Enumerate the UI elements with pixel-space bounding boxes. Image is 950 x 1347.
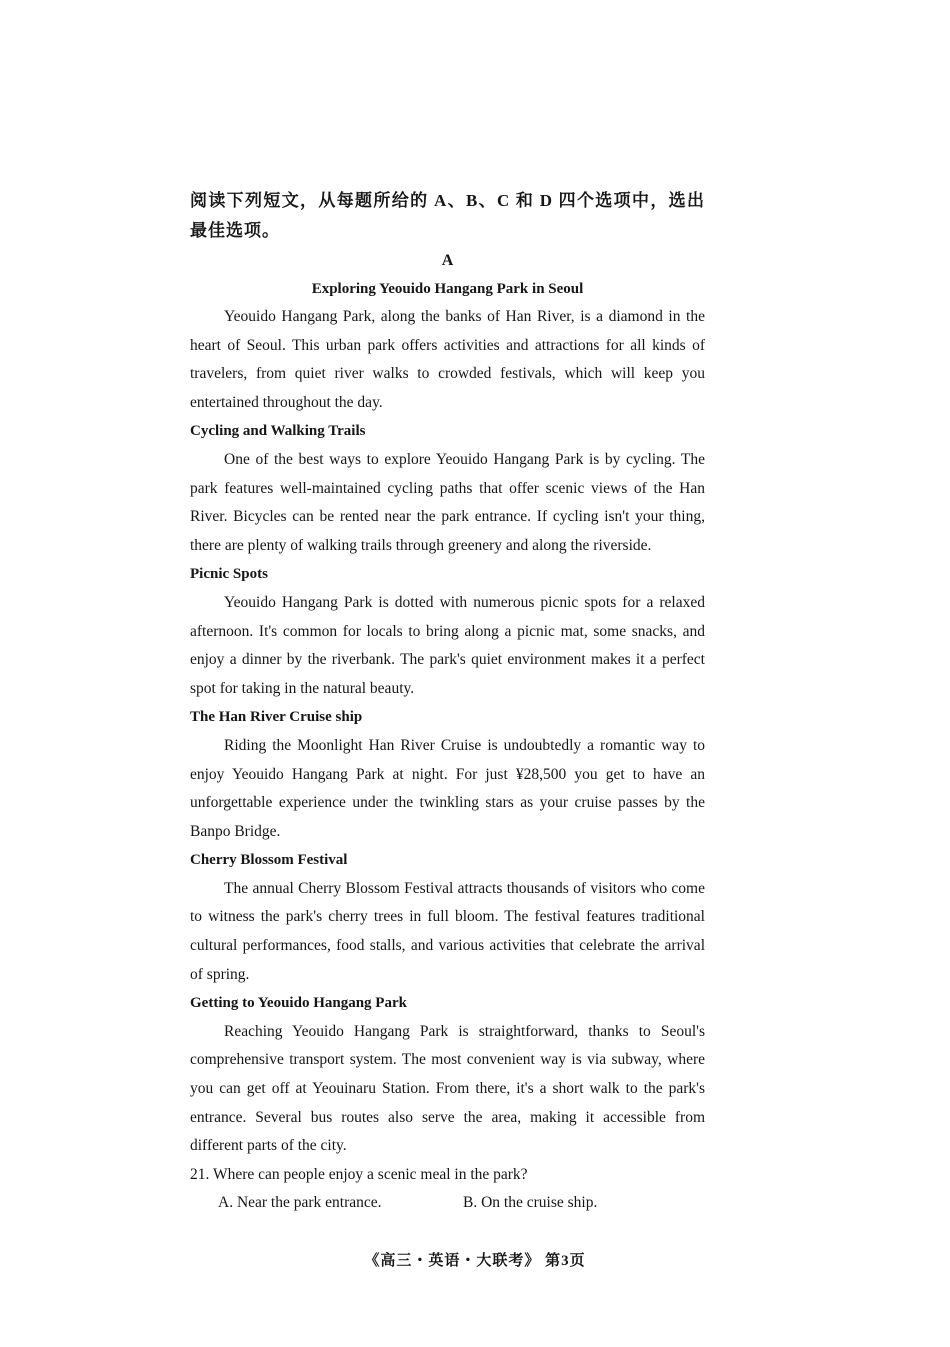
section-paragraph: The annual Cherry Blossom Festival attracts thousands of visitors who come to witness the park's cherry trees in full bloom. The festival features traditional cultural performances, food stalls, and various activities that celebrate the arrival of spring.	[190, 879, 705, 983]
section-heading: Getting to Yeouido Hangang Park	[190, 995, 407, 1012]
section-heading: Cycling and Walking Trails	[190, 423, 366, 440]
page-footer: 《高三・英语・大联考》 第3页	[364, 1253, 586, 1269]
section-heading: The Han River Cruise ship	[190, 709, 363, 726]
section-paragraph: Yeouido Hangang Park is dotted with numerous picnic spots for a relaxed afternoon. It's common for locals to bring along a picnic mat, some snacks, and enjoy a dinner by the riverbank. The park's quiet environment makes it a perfect spot for taking in the natural beauty.	[190, 593, 705, 697]
question-options	[190, 1189, 705, 1218]
section-paragraph: Reaching Yeouido Hangang Park is straightforward, thanks to Seoul's comprehensive transport system. The most convenient way is via subway, where you can get off at Yeouinaru Station. From there, it's a short walk to the park's entrance. Several bus routes also serve the area, making it accessible from different parts of the city.	[190, 1022, 705, 1155]
reading-passage	[190, 186, 705, 1218]
question-21: 21. Where can people enjoy a scenic meal in the park?	[190, 1165, 528, 1183]
option-b[interactable]: B. On the cruise ship.	[463, 1194, 598, 1212]
option-a[interactable]: A. Near the park entrance.	[218, 1194, 382, 1212]
intro-paragraph: Yeouido Hangang Park, along the banks of Han River, is a diamond in the heart of Seoul. This urban park offers activities and attractions for all kinds of travelers, from quiet river walks to crowded festivals, which will keep you entertained throughout the day.	[190, 308, 705, 411]
passage-title: Exploring Yeouido Hangang Park in Seoul	[311, 281, 584, 297]
section-heading: Cherry Blossom Festival	[190, 852, 348, 869]
section-letter: A	[441, 252, 454, 269]
section-paragraph: Riding the Moonlight Han River Cruise is undoubtedly a romantic way to enjoy Yeouido Hangang Park at night. For just ¥28,500 you get to have an unforgettable experience under the twinkling stars as your cruise passes by the Banpo Bridge.	[190, 736, 705, 840]
section-heading: Picnic Spots	[190, 566, 268, 583]
instruction-text: 阅读下列短文，从每题所给的 A、B、C 和 D 四个选项中，选出最佳选项。	[190, 191, 705, 240]
section-paragraph: One of the best ways to explore Yeouido Hangang Park is by cycling. The park features well-maintained cycling paths that offer scenic views of the Han River. Bicycles can be rented near the park entrance. If cycling isn't your thing, there are plenty of walking trails through greenery and along the riverside.	[190, 450, 705, 554]
